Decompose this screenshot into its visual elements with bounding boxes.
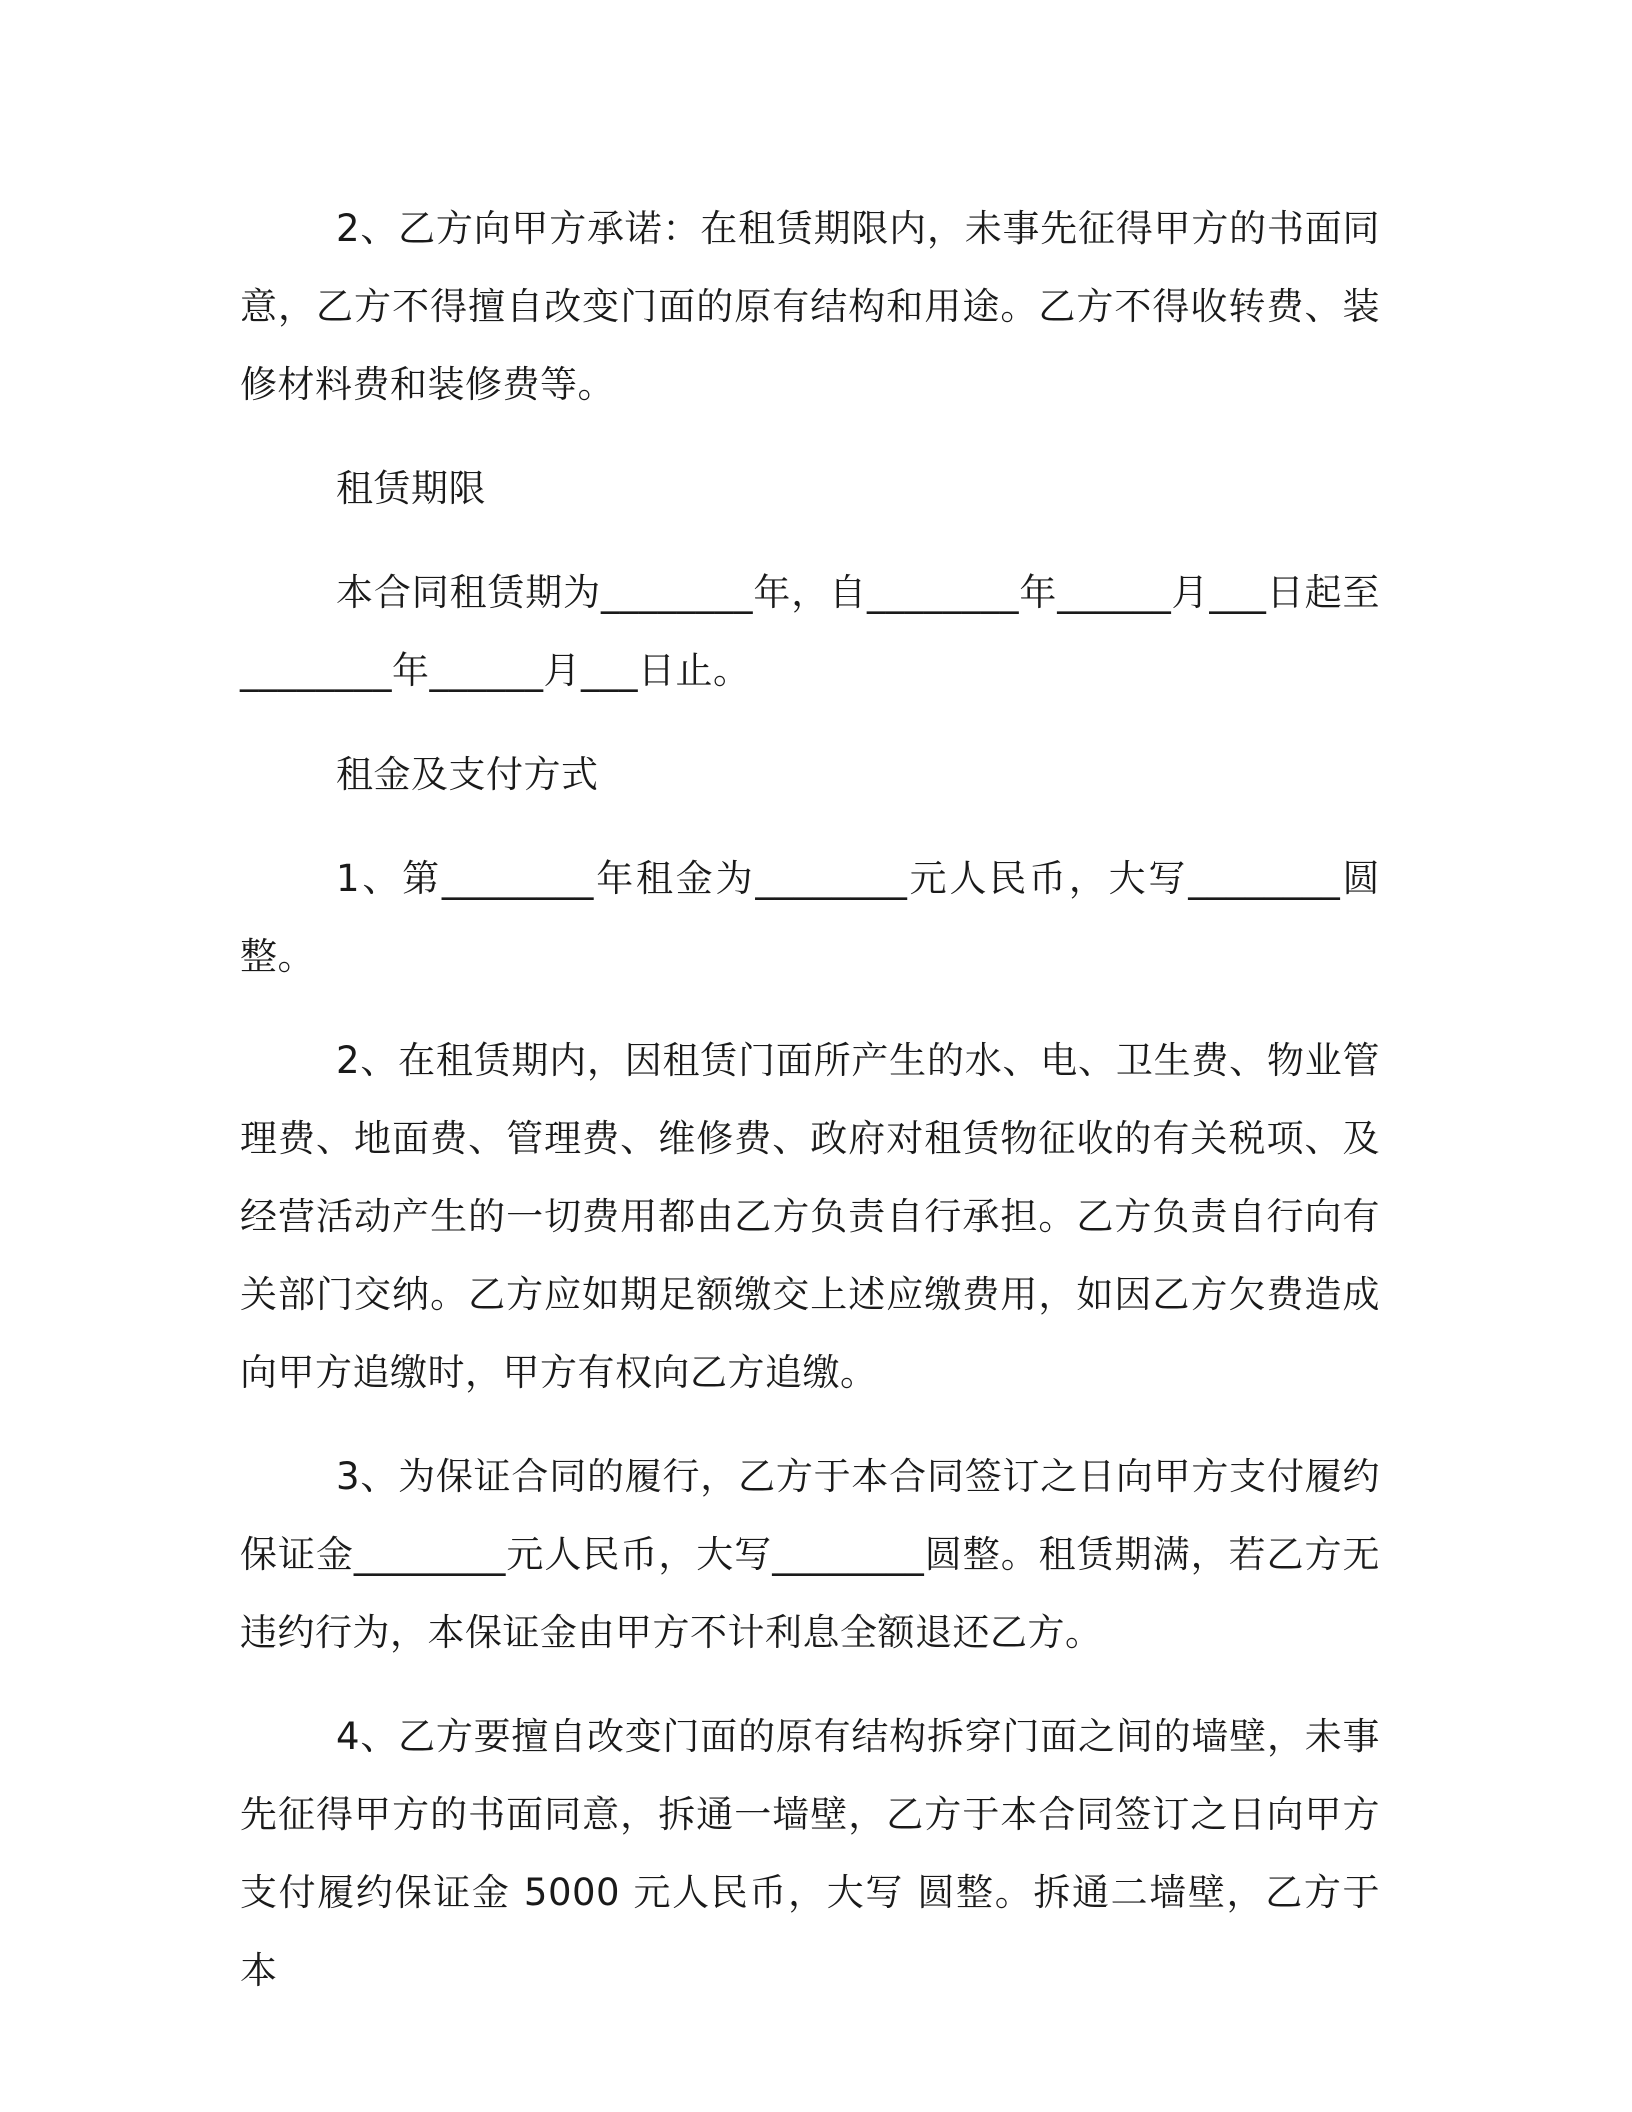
clause-2-commitment: 2、乙方向甲方承诺：在租赁期限内，未事先征得甲方的书面同意，乙方不得擅自改变门面的原有结构和用途。乙方不得收转费、装修材料费和装修费等。 [240,207,1380,406]
section-heading-lease-term: 租赁期限 [336,467,486,510]
rent-clause-1: 1、第________年租金为________元人民币，大写________圆整。 [240,857,1380,978]
lease-term-clause: 本合同租赁期为________年，自________年______月___日起至________年______月___日止。 [240,571,1380,692]
rent-clause-3: 3、为保证合同的履行，乙方于本合同签订之日向甲方支付履约保证金________元人民币，大写________圆整。租赁期满，若乙方无违约行为，本保证金由甲方不计利息全额退还乙方。 [240,1455,1380,1654]
document-page [240,190,1380,2036]
rent-clause-4: 4、乙方要擅自改变门面的原有结构拆穿门面之间的墙壁，未事先征得甲方的书面同意，拆通一墙壁，乙方于本合同签订之日向甲方支付履约保证金 5000 元人民币，大写 圆整。拆通二墙壁，乙方于本 [240,1715,1380,1992]
rent-clause-2: 2、在租赁期内，因租赁门面所产生的水、电、卫生费、物业管理费、地面费、管理费、维修费、政府对租赁物征收的有关税项、及经营活动产生的一切费用都由乙方负责自行承担。乙方负责自行向有关部门交纳。乙方应如期足额缴交上述应缴费用，如因乙方欠费造成向甲方追缴时，甲方有权向乙方追缴。 [240,1039,1380,1394]
section-heading-rent-payment: 租金及支付方式 [336,753,599,796]
